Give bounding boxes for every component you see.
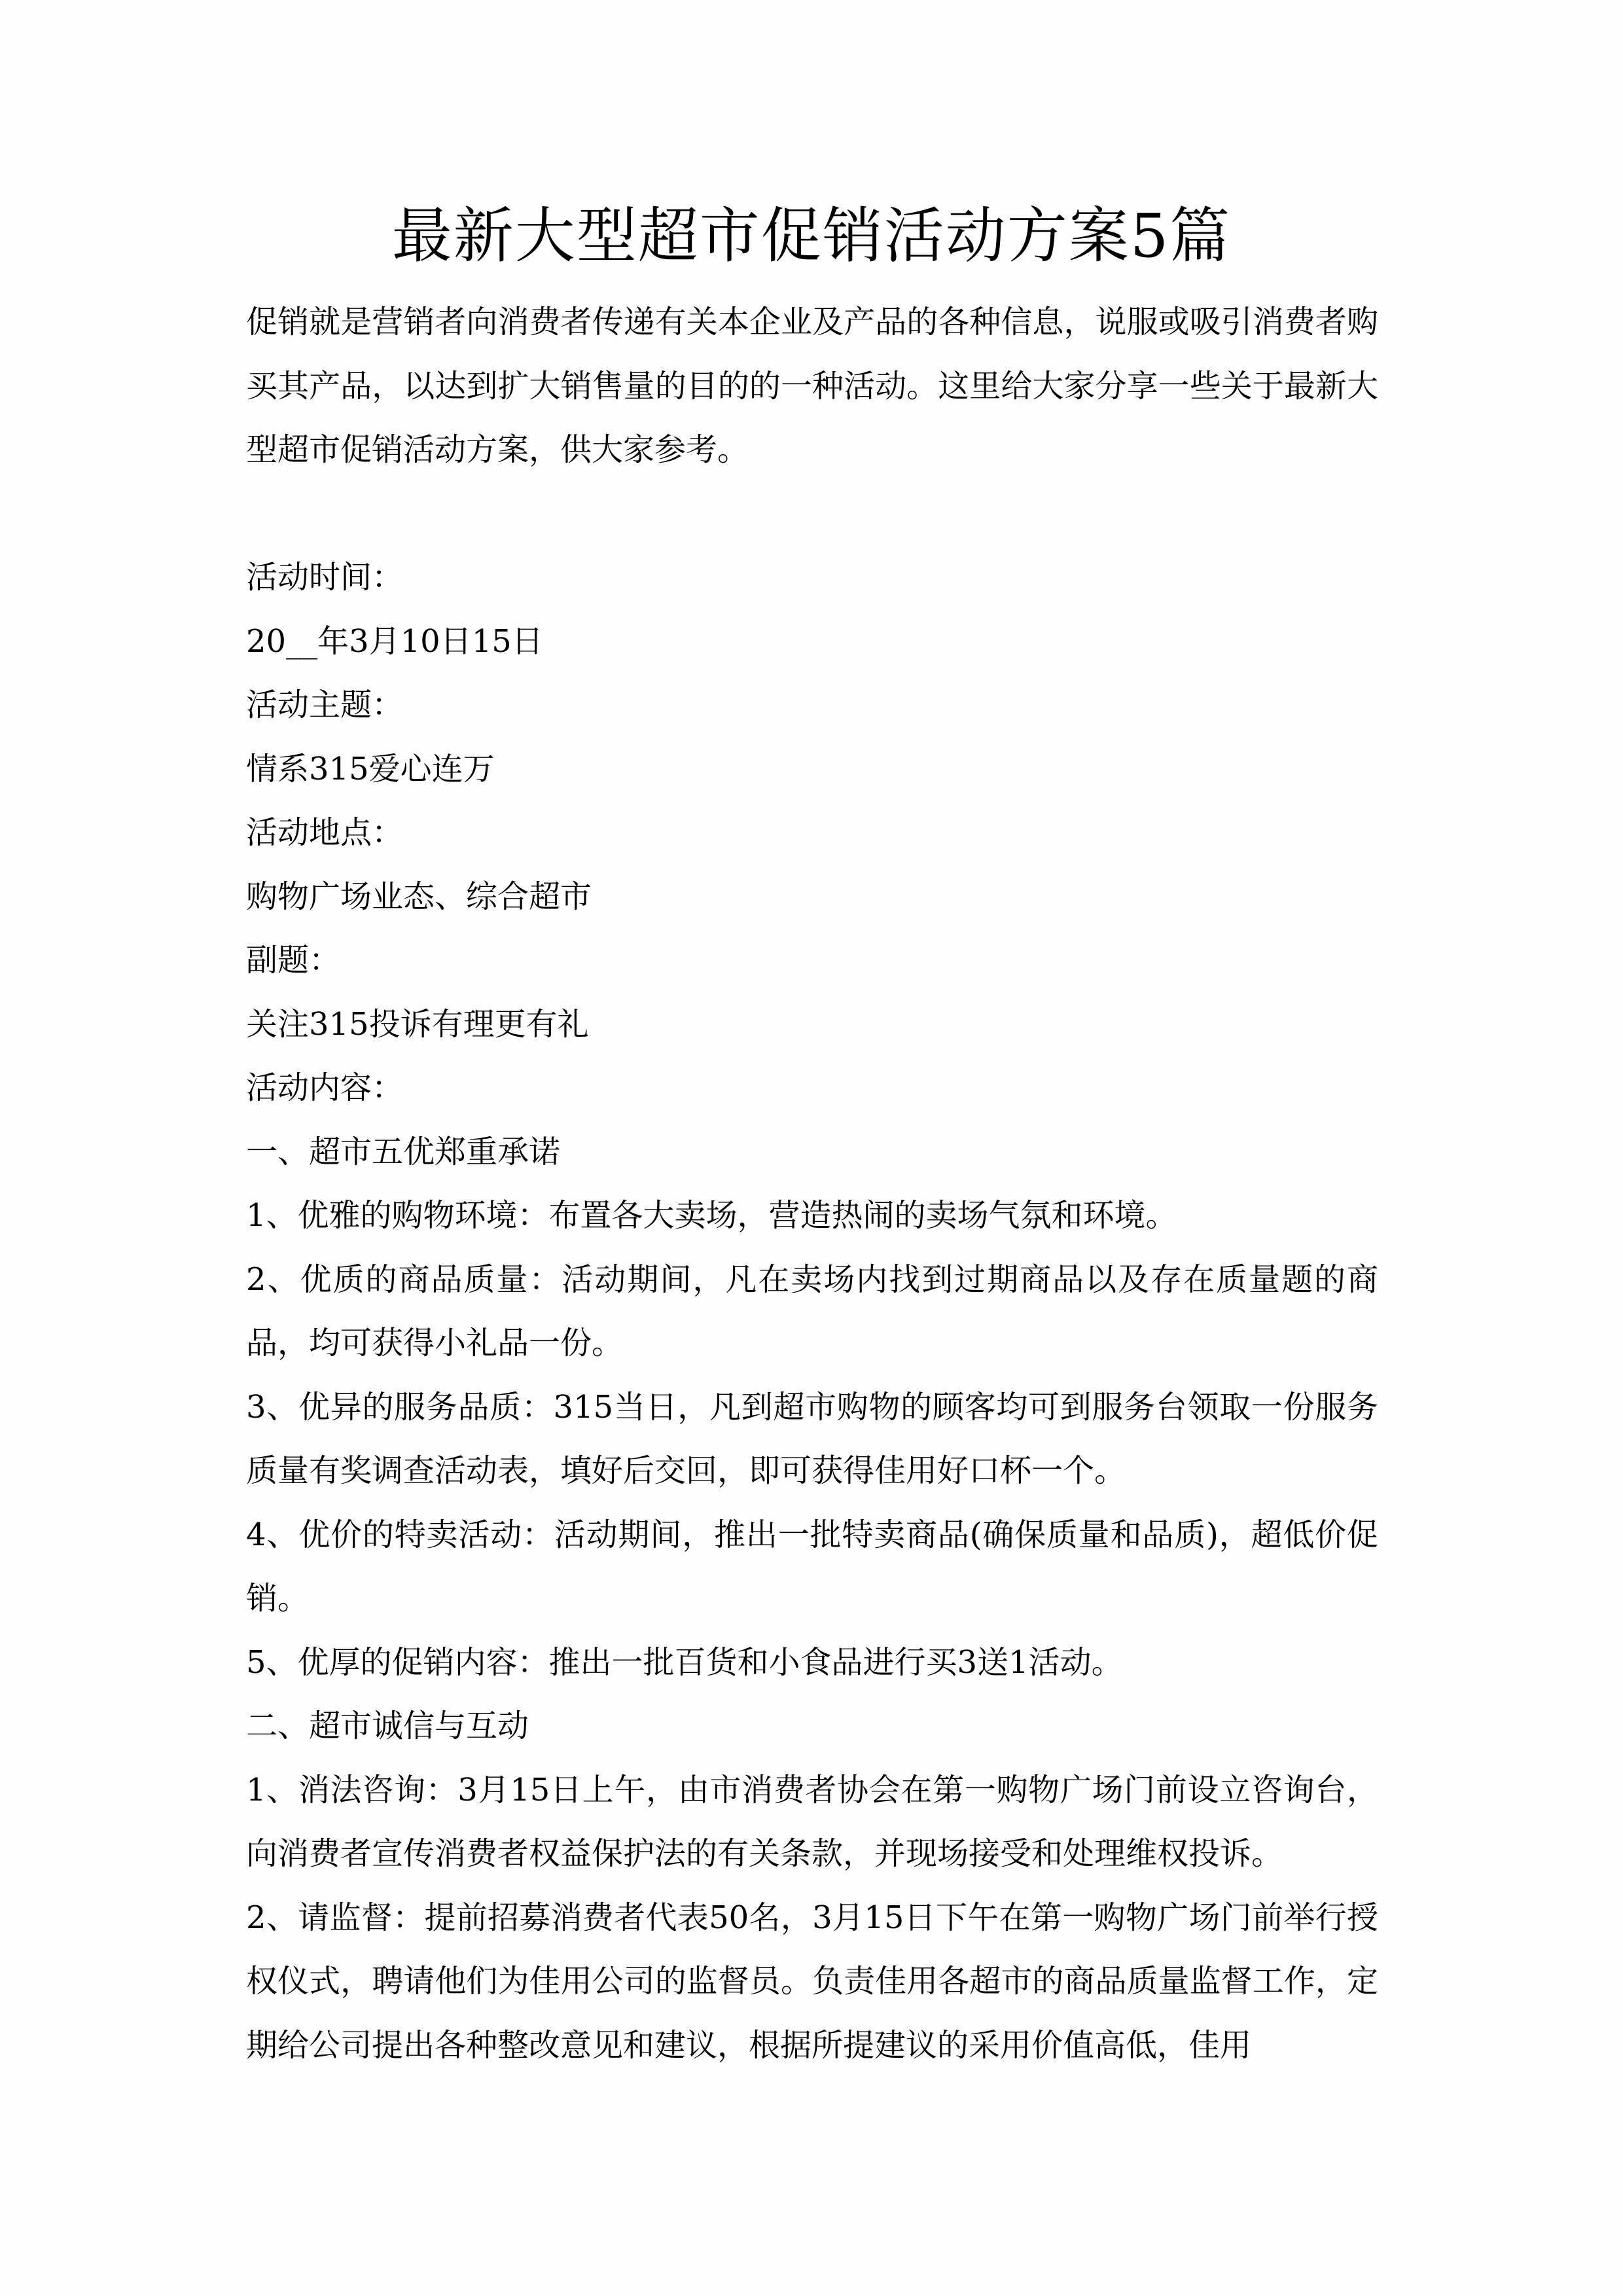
part-one-item: 4、优价的特卖活动：活动期间，推出一批特卖商品(确保质量和品质)，超低价促销。 [246,1516,1378,1617]
section-label-subtitle: 副题： [246,942,341,978]
part-one-item: 5、优厚的促销内容：推出一批百货和小食品进行买3送1活动。 [246,1643,1123,1681]
document-body [246,291,1378,2077]
part-two-item: 2、请监督：提前招募消费者代表50名，3月15日下午在第一购物广场门前举行授权仪式，聘请他们为佳用公司的监督员。负责佳用各超市的商品质量监督工作，定期给公司提出各种整改意见和建议，根据所提建议的采用价值高低，佳用 [246,1899,1378,2064]
section-label-theme: 活动主题： [246,687,404,723]
part-two-item: 1、消法咨询：3月15日上午，由市消费者协会在第一购物广场门前设立咨询台，向消费者宣传消费者权益保护法的有关条款，并现场接受和处理维权投诉。 [246,1771,1378,1872]
intro-paragraph: 促销就是营销者向消费者传递有关本企业及产品的各种信息，说服或吸引消费者购买其产品，以达到扩大销售量的目的的一种活动。这里给大家分享一些关于最新大型超市促销活动方案，供大家参考。 [246,304,1378,468]
part-one-item: 2、优质的商品质量：活动期间，凡在卖场内找到过期商品以及存在质量题的商品，均可获得小礼品一份。 [246,1261,1378,1361]
part-one-heading: 一、超市五优郑重承诺 [246,1133,561,1170]
part-one-item: 3、优异的服务品质：315当日，凡到超市购物的顾客均可到服务台领取一份服务质量有奖调查活动表，填好后交回，即可获得佳用好口杯一个。 [246,1388,1378,1489]
document-title: 最新大型超市促销活动方案5篇 [391,201,1232,271]
section-value-time: 20__年3月10日15日 [246,622,543,660]
section-label-content: 活动内容： [246,1069,404,1106]
blank-line [246,482,1378,547]
part-two-heading: 二、超市诚信与互动 [246,1708,529,1744]
section-label-location: 活动地点： [246,814,404,851]
section-value-theme: 情系315爱心连万 [246,750,495,787]
part-one-item: 1、优雅的购物环境：布置各大卖场，营造热闹的卖场气氛和环境。 [246,1197,1177,1234]
section-label-time: 活动时间： [246,559,404,596]
section-value-subtitle: 关注315投诉有理更有礼 [246,1005,589,1043]
section-value-location: 购物广场业态、综合超市 [246,878,592,915]
